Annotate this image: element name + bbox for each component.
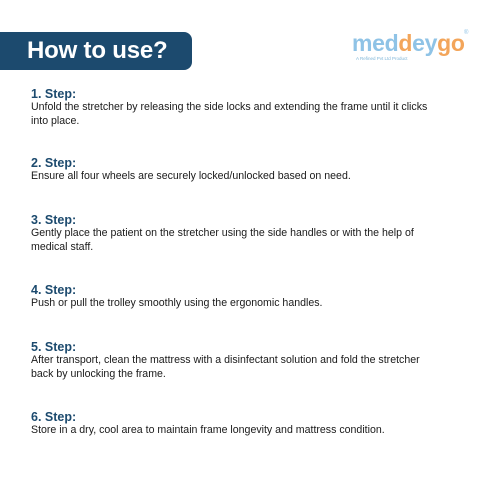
step-text: Push or pull the trolley smoothly using the ergonomic handles. bbox=[31, 297, 323, 309]
step-2 bbox=[31, 156, 431, 184]
header-banner bbox=[0, 32, 192, 70]
step-text: Gently place the patient on the stretcher using the side handles or with the help of medical staff. bbox=[31, 227, 414, 253]
logo-text-med: med bbox=[352, 30, 399, 56]
step-title: 4. Step: bbox=[31, 283, 77, 297]
step-5 bbox=[31, 340, 431, 381]
step-4 bbox=[31, 283, 431, 311]
logo-tagline: A Refined Pvt Ltd Product bbox=[356, 56, 408, 61]
step-3 bbox=[31, 213, 431, 254]
step-title: 1. Step: bbox=[31, 87, 77, 101]
logo-text-d: d bbox=[398, 30, 413, 56]
step-title: 6. Step: bbox=[31, 410, 77, 424]
step-6 bbox=[31, 410, 431, 438]
step-text: Unfold the stretcher by releasing the side locks and extending the frame until it clicks into place. bbox=[31, 101, 428, 127]
step-1 bbox=[31, 87, 431, 128]
step-title: 3. Step: bbox=[31, 213, 77, 227]
step-text: Store in a dry, cool area to maintain frame longevity and mattress condition. bbox=[31, 424, 385, 436]
brand-logo bbox=[352, 30, 472, 64]
step-text: After transport, clean the mattress with a disinfectant solution and fold the stretcher back by unlocking the frame. bbox=[31, 354, 420, 380]
logo-text-go: go bbox=[437, 30, 465, 56]
step-text: Ensure all four wheels are securely locked/unlocked based on need. bbox=[31, 170, 351, 182]
page-title: How to use? bbox=[27, 37, 168, 64]
logo-text-ey: ey bbox=[412, 30, 438, 56]
registered-mark: ® bbox=[464, 30, 469, 36]
logo-wordmark bbox=[352, 30, 465, 57]
step-title: 2. Step: bbox=[31, 156, 77, 170]
step-title: 5. Step: bbox=[31, 340, 77, 354]
